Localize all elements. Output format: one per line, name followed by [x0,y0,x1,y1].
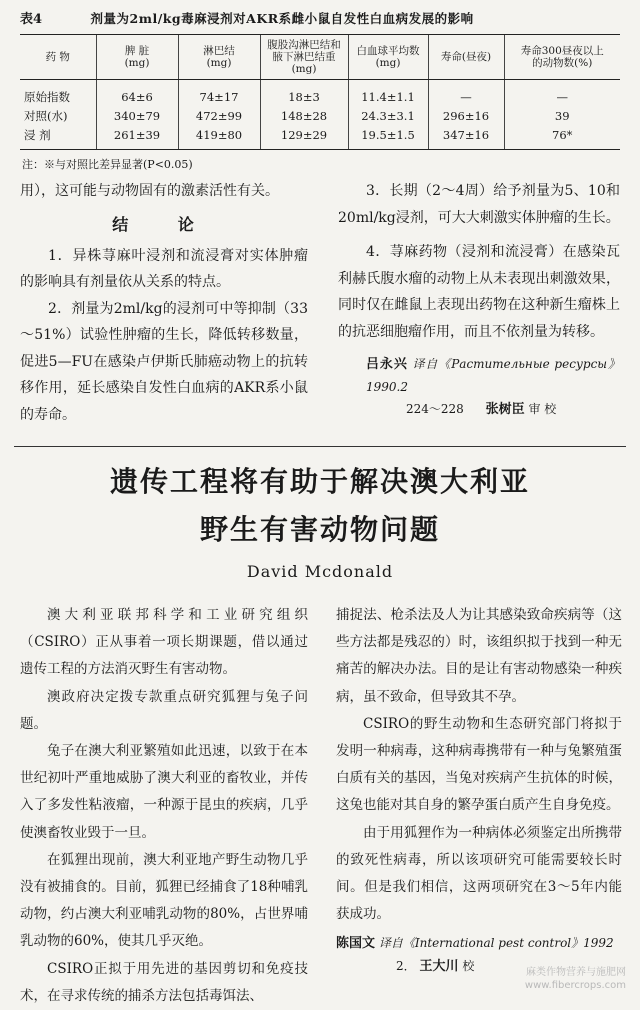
table-cell: — [504,80,620,107]
article-reviewer-name: 王大川 [419,959,459,975]
table-cell: 74±17 [178,80,260,107]
article-right-column [336,602,622,978]
table-header-cell: 寿命(昼夜) [428,35,504,80]
conclusion-item-3: 3．长期（2～4周）给予剂量为5、10和20ml/kg浸剂，可大大刺激实体肿瘤的生长。 [338,183,620,226]
table-header-cell: 脾 脏 (mg) [96,35,178,80]
conclusion-item-2: 2．剂量为2ml/kg的浸剂可中等抑制（33～51%）试验性肿瘤的生长，降低转移数量，促进5—FU在感染卢伊斯氏肺癌动物上的抗转移作用，延长感染自发性白血病的AKR系小鼠的寿命。 [20,300,308,423]
article-review-suffix: 校 [462,959,475,974]
article-paragraph-6: 捕捉法、枪杀法及人为让其感染致命疾病等（这些方法都是残忍的）时，该组织拟于找到一种无痛苦的解决办法。目的是让有害动物感染一种疾病，虽不致命，但导致其不孕。 [336,607,622,705]
table-cell: 11.4±1.1 [348,80,428,107]
table-header-cell: 寿命300昼夜以上 的动物数(%) [504,35,620,80]
table-row [20,125,620,150]
translation-source: 译自《Растительные ресурсы》1990.2 [366,357,620,394]
article-paragraph-3: 兔子在澳大利亚繁殖如此迅速，以致于在本世纪初叶严重地威胁了澳大利亚的畜牧业，并传入了多发性粘液瘤，一种源于昆虫的疾病，几乎使澳畜牧业毁于一旦。 [20,743,308,841]
table-cell: — [428,80,504,107]
reviewer-name: 张树臣 [485,402,525,417]
table-header-row [20,35,620,80]
conclusion-right-column [338,178,620,421]
article-paragraph-7: CSIRO的野生动物和生态研究部门将拟于发明一种病毒，这种病毒携带有一种与兔繁殖蛋白质有关的基因，当兔对疾病产生抗体的时候，这兔也能对其自身的繁孕蛋白质产生自身免疫。 [336,715,622,814]
table-cell: 419±80 [178,125,260,150]
body-paragraph: 用），这可能与动物固有的激素活性有关。 [20,183,279,199]
table-row-label: 原始指数 [24,89,70,104]
article-paragraph-8: 由于用狐狸作为一种病体必须鉴定出所携带的致死性病毒，所以该项研究可能需要较长时间。但是我们相信，这两项研究在3～5年内能获成功。 [336,824,622,923]
article-author: David Mcdonald [246,562,394,581]
conclusion-heading: 结 论 [112,214,216,234]
table-header-cell: 淋巴结 (mg) [178,35,260,80]
site-watermark [525,966,626,992]
table-cell: 18±3 [260,80,348,107]
source-pages: 224～228 [406,402,464,416]
table-cell: 261±39 [96,125,178,150]
table-row [20,80,620,107]
table-cell: 76* [504,125,620,150]
article-paragraph-2: 澳政府决定拨专款重点研究狐狸与兔子问题。 [20,688,308,732]
table-cell: 340±79 [96,106,178,125]
article-paragraph-1: 澳大利亚联邦科学和工业研究组织（CSIRO）正从事着一项长期课题，借以通过遗传工程的方法消灭野生有害动物。 [20,607,308,678]
table-header-cell: 腹股沟淋巴结和 腋下淋巴结重 (mg) [260,35,348,80]
table-cell: 472±99 [178,106,260,125]
table-body [20,80,620,150]
previous-article-credit [338,353,620,421]
table-cell: 347±16 [428,125,504,150]
section-divider [14,446,626,447]
table-cell: 148±28 [260,106,348,125]
article-title-line-1: 遗传工程将有助于解决澳大利亚 [109,465,530,498]
table-id: 表4 [20,12,43,27]
article-translation-source: 译自《International pest control》1992 [378,936,614,951]
article-paragraph-4: 在狐狸出现前，澳大利亚地产野生动物几乎没有被捕食的。目前，狐狸已经捕食了18种哺乳动物，约占澳大利亚哺乳动物的80%，占世界哺乳动物的60%，使其几乎灭绝。 [20,851,308,950]
table-cell: 296±16 [428,106,504,125]
conclusion-item-1: 1．异株荨麻叶浸剂和流浸膏对实体肿瘤的影响具有剂量依从关系的特点。 [20,247,308,290]
watermark-line-2: www.fibercrops.com [524,980,626,991]
table-cell: 64±6 [96,80,178,107]
table-footnote: 注：※与对照比差异显著(P<0.05) [22,158,193,171]
article-left-column [20,602,308,1010]
table-header-cell: 药 物 [20,35,96,80]
review-suffix: 审 校 [528,402,557,416]
table-cell: 19.5±1.5 [348,125,428,150]
conclusion-item-4: 4．荨麻药物（浸剂和流浸膏）在感染瓦利赫氏腹水瘤的动物上从未表现出刺激效果，同时仅在雌鼠上表现出药物在这种新生瘤株上的抗恶细胞瘤作用，而且不依剂量为转移。 [338,244,620,340]
article-translator-name: 陈国文 [336,936,376,952]
table-row-label: 对照(水) [24,108,68,123]
translator-name: 吕永兴 [366,357,408,372]
results-table [20,34,620,150]
table-cell: 39 [504,106,620,125]
table-header-cell: 白血球平均数 (mg) [348,35,428,80]
table-caption [20,8,620,27]
table-row [20,106,620,125]
article-source-issue: 2． [396,959,416,974]
table-cell: 24.3±3.1 [348,106,428,125]
table-title: 剂量为2ml/kg毒麻浸剂对AKR系雌小鼠自发性白血病发展的影响 [90,11,474,26]
watermark-line-1: 麻类作物营养与施肥网 [526,967,626,978]
table-cell: 129±29 [260,125,348,150]
article-title-line-2: 野生有害动物问题 [199,513,440,546]
article-paragraph-5: CSIRO正拟于用先进的基因剪切和免疫技术，在寻求传统的捕杀方法包括毒饵法、 [20,960,308,1004]
table-row-label: 浸 剂 [20,125,96,150]
conclusion-left-column [20,178,308,428]
